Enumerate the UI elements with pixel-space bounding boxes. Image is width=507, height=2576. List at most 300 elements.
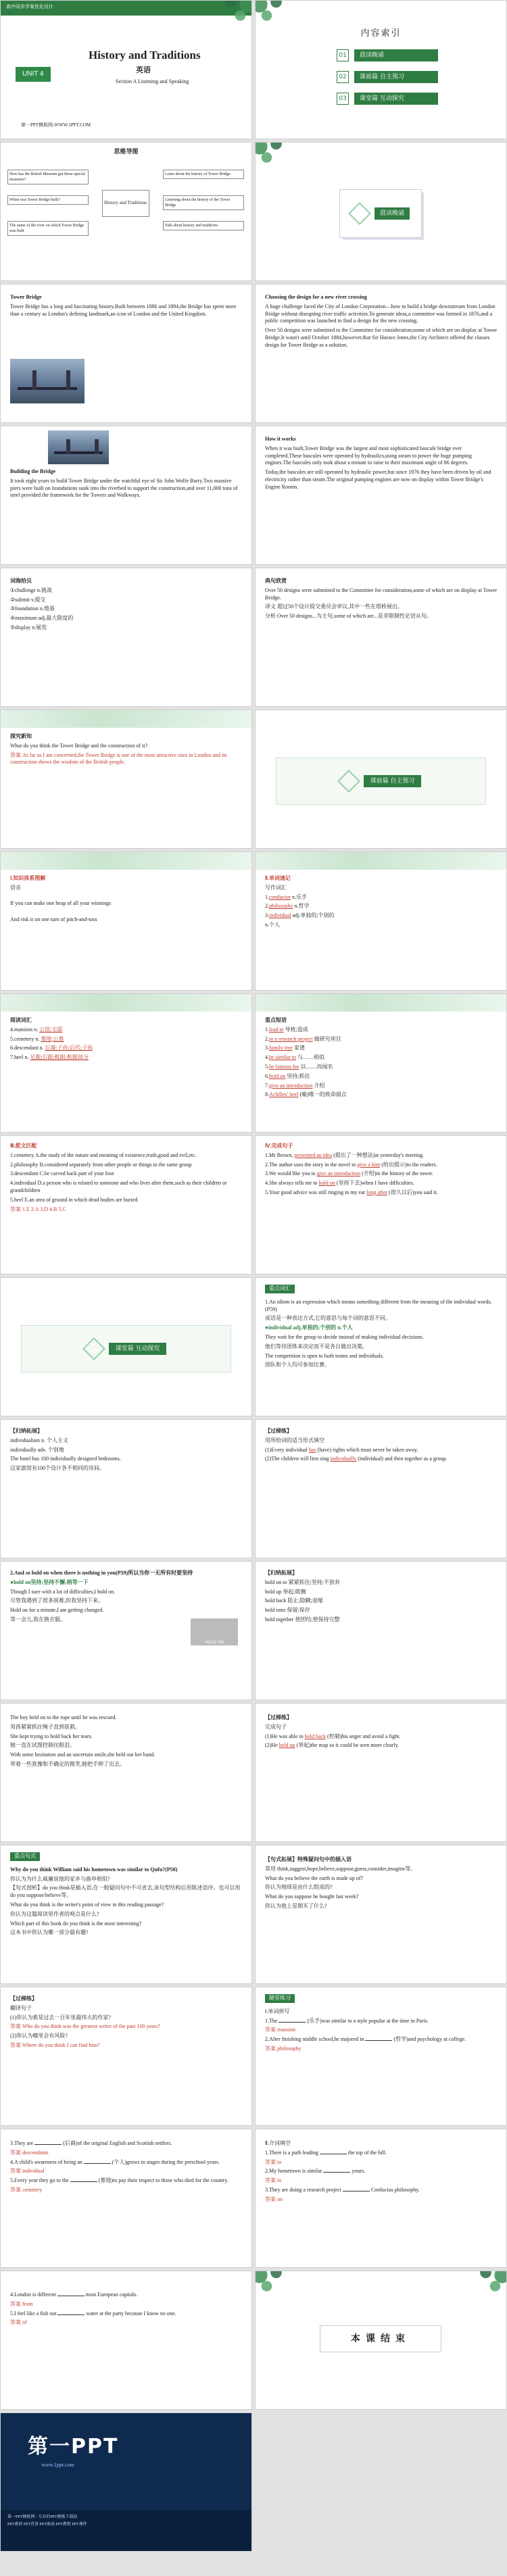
match-item: 3.descendant C.be carved back part of your foot bbox=[10, 1170, 114, 1177]
toc-item-2[interactable] bbox=[337, 70, 438, 84]
fill-rest: (坚持下去)when I have difficulties. bbox=[336, 1180, 414, 1187]
exercise-text: (1)Every individual bbox=[265, 1446, 308, 1453]
unit-badge: UNIT 4 bbox=[16, 67, 51, 82]
exercise-answer: hold back bbox=[304, 1733, 326, 1739]
exercise bbox=[265, 1733, 498, 1741]
exercise bbox=[265, 2036, 498, 2044]
exercise-text: (乐手)was similar to a style popular at the time in Paris. bbox=[307, 2017, 429, 2024]
think-slide bbox=[0, 710, 252, 849]
match-item: 2.philosophy B.considered separately from other people or things in the same group bbox=[10, 1161, 192, 1168]
slide-heading: Ⅲ.派文匹配 bbox=[10, 1143, 37, 1149]
exercise-text: (1)He was able to bbox=[265, 1733, 304, 1739]
exercise bbox=[10, 2292, 243, 2299]
fill-item bbox=[265, 1152, 498, 1160]
word-item bbox=[10, 1026, 243, 1034]
slide-heading: 词海拾贝 bbox=[10, 578, 32, 584]
design-slide bbox=[255, 284, 507, 423]
exercise-text: 2.After finishing middle school,he majored in bbox=[265, 2036, 364, 2043]
toc-slide bbox=[255, 0, 507, 139]
answer: 答案 cemetery bbox=[10, 2186, 43, 2193]
phrase-meaning: 以……而闻名 bbox=[300, 1063, 333, 1070]
phrase: hold up bbox=[265, 1588, 282, 1595]
section-slide-class bbox=[0, 1277, 252, 1416]
paragraph: With some hesitation and an uncertain smile,she held out her hand. bbox=[10, 1752, 155, 1758]
cover-slide bbox=[0, 0, 252, 139]
slide-heading: Ⅰ.知识体系图解 bbox=[10, 875, 46, 881]
toc-label: 课堂篇 互动探究 bbox=[354, 93, 438, 105]
exercise-text: 5.I feel like a fish out bbox=[10, 2310, 57, 2317]
phrase-meaning: 与……相似 bbox=[297, 1054, 324, 1061]
hold-examples-slide bbox=[0, 1703, 252, 1842]
vocab-item: ⑤display n.展览 bbox=[10, 624, 47, 630]
paragraph: Hold on for a minute,I am getting changed. bbox=[10, 1607, 104, 1614]
phrase-answer: be similar to bbox=[269, 1054, 296, 1061]
paragraph: When it was built,Tower Bridge was the largest and most sophisticated bascule bridge ever completed.These bascules were operated by hydraulics,using steam to power the huge pumping engines.The bascules only took about a minute to raise to their maximum angle of 86 degrees. bbox=[265, 445, 472, 466]
leaf-band bbox=[1, 710, 251, 728]
answer: 答案 from bbox=[10, 2300, 33, 2307]
phrase-item: 2.in a research project 做研究项目 bbox=[265, 1035, 341, 1042]
sub-heading: 语音 bbox=[10, 884, 21, 891]
match-item: 4.individual D.a person who is related to someone and who lives after them,such as their children or grandchildren bbox=[10, 1180, 227, 1193]
cover-link[interactable]: 第一PPT模板网-WWW.1PPT.COM bbox=[21, 122, 91, 128]
answer: 答案 to bbox=[265, 2158, 282, 2165]
paragraph: 尽管我遇到了很多困难,但我坚持下来。 bbox=[10, 1597, 103, 1604]
empty-cell bbox=[255, 2412, 507, 2552]
vocab-slide bbox=[0, 568, 252, 707]
leaf-band bbox=[1, 852, 251, 870]
fill-item bbox=[265, 1180, 498, 1187]
fill-rest: (介绍)to the history of the tower. bbox=[362, 1170, 433, 1177]
exercise-answer: individually bbox=[330, 1456, 357, 1462]
cover-subject: 英语 bbox=[136, 66, 151, 74]
sub-heading: 翻译句子 bbox=[10, 2004, 32, 2011]
slide-heading: 【归纳拓展】 bbox=[10, 1428, 43, 1434]
mindmap-center: History and Traditions bbox=[102, 190, 149, 217]
phrase-answer: Achilles' heel bbox=[269, 1091, 299, 1098]
vocab-item: ②submit v.提交 bbox=[10, 596, 46, 603]
sentence-slide bbox=[0, 1845, 252, 1984]
vocab-item: ③foundation n.地基 bbox=[10, 605, 55, 612]
phrase: hold on to bbox=[265, 1579, 287, 1585]
slide-heading: 随堂练习 bbox=[265, 1994, 295, 2003]
ppt-footer-line: PPT素材 PPT背景 PPT图表 PPT教程 PPT课件 bbox=[7, 2523, 87, 2527]
fill-question: 5.Your good advice was still ringing in my ear bbox=[265, 1189, 366, 1195]
leaf-band bbox=[256, 852, 506, 870]
word-meaning: n.乐手 bbox=[292, 893, 307, 900]
exercise-text: (举起)the map so it could be seen more clearly. bbox=[296, 1742, 400, 1749]
answer: 答案 individual bbox=[10, 2168, 45, 2175]
mindmap-node: Learn about the history of Tower Bridge bbox=[163, 170, 244, 179]
exercise-text: most European capitals. bbox=[85, 2292, 138, 2298]
paragraph: 你认为地球是由什么组成的? bbox=[265, 1884, 333, 1891]
phrase-item: 8.Achilles' heel (喻)唯一的致命弱点 bbox=[265, 1091, 347, 1098]
paragraph: 1.An idiom is an expression which means something different from the meaning of the individual words.(P59) bbox=[265, 1298, 492, 1312]
phrases-slide bbox=[255, 993, 507, 1133]
cover-title: History and Traditions bbox=[89, 49, 201, 61]
phrase-item bbox=[265, 1607, 498, 1614]
answer-blank bbox=[70, 2181, 97, 2182]
exercise-text: (2)He bbox=[265, 1742, 278, 1749]
ppt-url[interactable]: www.1ppt.com bbox=[41, 2462, 74, 2468]
exercise-answer: held up bbox=[279, 1742, 295, 1749]
word-answer: 足跟;后跟;鞋跟;鞋跟部分 bbox=[30, 1054, 89, 1061]
tower-bridge-photo bbox=[10, 359, 84, 403]
toc-num: 02 bbox=[337, 71, 349, 83]
cover-top-bar: 高中同步学案优化设计 bbox=[1, 1, 251, 16]
word-item bbox=[10, 1036, 243, 1043]
end-slide bbox=[255, 2271, 507, 2410]
paragraph: individually adv. 个别地 bbox=[10, 1446, 64, 1453]
fill-rest: (给出提示)to the readers. bbox=[381, 1161, 437, 1168]
sub-heading: 写作词汇 bbox=[265, 884, 287, 891]
exercise-text: Confucius philosophy. bbox=[370, 2186, 420, 2193]
phonetics-line: If you can make one heap of all your winnings bbox=[10, 899, 112, 906]
answer: 答案 As far as I am concerned,the Tower Bridge is one of the most attractive sites in London and its construction shows the wisdom of the British people. bbox=[10, 751, 227, 766]
exercise-text: the top of the hill. bbox=[347, 2149, 387, 2156]
slide-heading: 【过梯练】 bbox=[10, 1996, 37, 2002]
vocab-item: ①challenge n.挑战 bbox=[10, 587, 52, 593]
section-card bbox=[276, 758, 486, 805]
mindmap-node: Listening about the history of the Tower Bridge bbox=[163, 195, 244, 210]
ppt-footer-line: 第一PPT模板网 - 专业的PPT模板下载站 bbox=[7, 2515, 78, 2519]
word-meaning: adj.单独的;个别的 bbox=[292, 912, 335, 919]
question: What do you think the Tower Bridge and the construction of it? bbox=[10, 742, 148, 749]
word-answer: 墓地;公墓 bbox=[41, 1035, 64, 1042]
phrase-answer: in a research project bbox=[269, 1035, 313, 1042]
phrase: hold onto bbox=[265, 1607, 286, 1614]
paragraph: 译文 超过50个设计提交委员会审议,其中一些在塔桥展出。 bbox=[265, 603, 403, 610]
fill-question: 1.Mr Brown, bbox=[265, 1151, 293, 1158]
section-label: 课前篇 自主预习 bbox=[364, 775, 422, 787]
fill-question: 2.The author uses the story in the novel to bbox=[265, 1161, 356, 1168]
mindmap-node: The name of the river on which Tower Bridge was built bbox=[7, 221, 89, 236]
hold-on-slide bbox=[0, 1561, 252, 1700]
exercise-text: (have) rights which must never be taken away. bbox=[317, 1446, 418, 1453]
key-words-slide bbox=[255, 1277, 507, 1416]
answer: 答案 mansion bbox=[265, 2027, 296, 2033]
exercise bbox=[10, 2177, 243, 2185]
drill3-slide bbox=[255, 2129, 507, 2268]
word-answer: 公馆;宅邸 bbox=[39, 1026, 63, 1033]
word: 7.heel n. bbox=[10, 1054, 29, 1061]
fill-answer: give a hint bbox=[357, 1161, 381, 1168]
end-title: 本课结束 bbox=[320, 2325, 441, 2352]
exercise bbox=[265, 1456, 498, 1463]
toc-num: 03 bbox=[337, 93, 349, 105]
exercise-text: 1.The bbox=[265, 2017, 278, 2024]
exercise bbox=[10, 2140, 243, 2148]
phrase-meaning: 紧紧抓住;坚持;不放弃 bbox=[288, 1579, 340, 1585]
fill-slide bbox=[255, 1135, 507, 1274]
exercise-text: (个人)grows in stages during the preschool years. bbox=[112, 2158, 220, 2165]
slide-heading: Choosing the design for a new river crossing bbox=[265, 294, 367, 300]
toc-item-3[interactable] bbox=[337, 91, 438, 106]
leaf-band bbox=[256, 994, 506, 1012]
exercise-text: 5.Every year they go to the bbox=[10, 2177, 69, 2184]
paragraph: She kept trying to hold back her tears. bbox=[10, 1733, 93, 1739]
exercise-text: 1.There is a path leading bbox=[265, 2149, 318, 2156]
paragraph: Which part of this book do you think is the most interesting? bbox=[10, 1920, 142, 1927]
fill-item bbox=[265, 1170, 498, 1178]
slide-heading: Tower Bridge bbox=[10, 294, 42, 300]
phrase-meaning: 使团结;使保持完整 bbox=[295, 1616, 340, 1623]
fill-answer: hold on bbox=[318, 1180, 335, 1187]
match-item: 1.cemetery A.the study of the nature and meaning of existence,truth,good and evil,etc. bbox=[10, 1151, 197, 1158]
drill-slide bbox=[255, 1987, 507, 2126]
fill-rest: (很久以后)you said it. bbox=[389, 1189, 438, 1195]
exercise-text: water at the party because I know no one. bbox=[86, 2310, 176, 2317]
paragraph: The boy held on to the rope until he was rescued. bbox=[10, 1714, 117, 1720]
toc-label: 晨读晚诵 bbox=[354, 49, 438, 61]
phrase-item: 4.be similar to 与……相似 bbox=[265, 1054, 324, 1061]
fill-item bbox=[265, 1189, 498, 1197]
reading-words-slide bbox=[0, 993, 252, 1133]
section-slide-preview bbox=[255, 710, 507, 849]
paragraph: A huge challenge faced the City of London Corporation—how to build a bridge downstream from London Bridge without disrupting river traffic activities.To generate ideas,a committee was formed in 1876,and a public competition was launched to find a design for the new crossing. bbox=[265, 303, 496, 324]
slide-heading: 阅读词汇 bbox=[10, 1017, 32, 1023]
answer-blank bbox=[323, 2172, 350, 2173]
section-slide-morning bbox=[255, 142, 507, 281]
vocab-item: ④maximum adj.最大限度的 bbox=[10, 615, 74, 622]
phrase: hold together bbox=[265, 1616, 294, 1623]
word: 4.mansion n. bbox=[10, 1026, 39, 1033]
slide-heading: 【句式拓展】特殊疑问句中的插入语 bbox=[265, 1856, 352, 1862]
fill-answer: long after bbox=[366, 1189, 388, 1195]
word-answer: philosophy bbox=[269, 903, 293, 910]
word-num: 2. bbox=[265, 903, 269, 910]
exercise bbox=[10, 2310, 243, 2318]
exercise-text: (2)The children will first sing bbox=[265, 1456, 329, 1462]
ppt-footer bbox=[1, 2510, 251, 2551]
exercise bbox=[265, 2018, 498, 2025]
exercise bbox=[265, 2168, 498, 2175]
fill-question: 4.She always tells me to bbox=[265, 1180, 318, 1187]
answer-blank bbox=[34, 2144, 62, 2145]
answer: 答案 Where do you think I can find him? bbox=[10, 2041, 100, 2048]
exercise-text: 4.London is different bbox=[10, 2292, 56, 2298]
answer: 答案 on bbox=[265, 2196, 283, 2202]
slide-heading: 【过梯练】 bbox=[265, 1428, 292, 1434]
phrase-meaning: (喻)唯一的致命弱点 bbox=[299, 1091, 347, 1098]
slide-heading: Ⅱ.单词速记 bbox=[265, 875, 291, 881]
slide-heading: 【归纳拓展】 bbox=[265, 1570, 297, 1576]
ppt-logo: 第一PPT bbox=[28, 2435, 119, 2458]
slide-heading: 重点短语 bbox=[265, 1017, 287, 1023]
paragraph: ●individual adj.单独的;个别的 n.个人 bbox=[265, 1324, 353, 1331]
paragraph: 他们等待团体来决定而不是各自做出决策。 bbox=[265, 1343, 368, 1349]
individual-practice-slide bbox=[255, 1419, 507, 1558]
paragraph: 分析 Over 50 designs...为主句,some of which are...是非限制性定语从句。 bbox=[265, 613, 432, 620]
leaf-band bbox=[1, 994, 251, 1012]
phrase-meaning: 介绍 bbox=[314, 1082, 325, 1089]
hold-on-image: HOLD ON bbox=[191, 1618, 238, 1645]
answer: 答案 1.E 2.A 3.D 4.B 5.C bbox=[10, 1206, 66, 1212]
slide-heading: 重点词汇 bbox=[265, 1285, 295, 1293]
paragraph: 你认为他上星期买了什么? bbox=[265, 1902, 327, 1909]
word: 5.cemetery n. bbox=[10, 1035, 40, 1042]
exercise-text: (哲学)and psychology at college. bbox=[393, 2036, 466, 2043]
translate-slide bbox=[0, 1987, 252, 2126]
phrase-answer: lead to bbox=[269, 1026, 284, 1033]
individual-summary-slide bbox=[0, 1419, 252, 1558]
exercise-text: (individual) and then together as a group. bbox=[358, 1456, 448, 1462]
phrase-meaning: 举起;耽搁 bbox=[283, 1588, 306, 1595]
phrase-answer: give an introduction bbox=[269, 1082, 313, 1089]
paragraph: 你认为为什么威廉说他的家乡与曲阜相似? bbox=[10, 1875, 110, 1882]
word-num: 3. bbox=[265, 912, 269, 919]
answer: 答案 philosophy bbox=[265, 2045, 301, 2052]
exercise-text: 3.They are doing a research project bbox=[265, 2186, 341, 2193]
phrase-answer: hold on bbox=[269, 1072, 286, 1079]
paragraph: 【句式剖析】do you think是插入语,在一般疑问句中不可省去,该句型结构后用陈述语序。也可以用do you suppose/believe等。 bbox=[10, 1885, 241, 1899]
toc-num: 01 bbox=[337, 49, 349, 61]
phrase-meaning: 家谱 bbox=[293, 1045, 305, 1051]
phrase-meaning: 做研究项目 bbox=[314, 1035, 341, 1042]
hold-practice-slide bbox=[255, 1703, 507, 1842]
sub-heading: Ⅰ.单词拼写 bbox=[265, 2008, 290, 2014]
phonetics-slide bbox=[0, 851, 252, 991]
word-item bbox=[10, 1054, 243, 1062]
exercise-answer: has bbox=[308, 1446, 316, 1453]
fill-rest: (提出了一种想法)at yesterday's meeting. bbox=[333, 1151, 425, 1158]
phrase-meaning: 导致;造成 bbox=[285, 1026, 308, 1033]
answer: 答案 Who do you think was the greatest writer of the past 100 years? bbox=[10, 2023, 160, 2030]
paragraph: 带着一些犹豫和不确定的微笑,她把手伸了出去。 bbox=[10, 1760, 125, 1767]
paragraph: The competition is open to both teams and individuals. bbox=[265, 1352, 384, 1359]
exercise bbox=[265, 1742, 498, 1750]
answer-blank bbox=[84, 2163, 111, 2164]
fill-question: 3.We would like you to bbox=[265, 1170, 316, 1177]
phrase-item: 5.be famous for 以……而闻名 bbox=[265, 1063, 333, 1070]
exercise-text: (墓地)to pay their respect to those who died for the country. bbox=[98, 2177, 228, 2184]
paragraph: (2)你认为哪里会有风险? bbox=[10, 2033, 68, 2039]
section-label: 晨读晚诵 bbox=[375, 207, 410, 220]
slide-heading: 典句欣赏 bbox=[265, 578, 287, 584]
exercise bbox=[265, 2187, 498, 2194]
drill4-slide bbox=[0, 2271, 252, 2410]
word-meaning: n.个人 bbox=[265, 921, 280, 928]
paragraph: What do you suppose he bought last week? bbox=[265, 1893, 359, 1900]
word-item bbox=[265, 922, 498, 929]
phrase-item: 1.lead to 导致;造成 bbox=[265, 1026, 308, 1033]
diamond-icon bbox=[337, 770, 360, 793]
word-item bbox=[265, 894, 498, 901]
toc-item-1[interactable] bbox=[337, 48, 438, 63]
slide-heading: Ⅳ.完成句子 bbox=[265, 1143, 293, 1149]
sub-heading: 用所给词的适当形式填空 bbox=[265, 1437, 324, 1443]
paragraph: 等一会儿,我在换衣服。 bbox=[10, 1616, 66, 1623]
phrase-answer: be famous for bbox=[269, 1063, 299, 1070]
paragraph: 你认为这篇阅读里作者的观点是什么? bbox=[10, 1910, 99, 1917]
tower-bridge-slide bbox=[0, 284, 252, 423]
paragraph: individualism n. 个人主义 bbox=[10, 1437, 68, 1443]
paragraph: Tower Bridge has a long and fascinating history.Built between 1886 and 1894,the Bridge has spent more than a century as London's defining landmark,an icon of London and the United Kingdom. bbox=[10, 303, 237, 317]
phrase-item: 3.family tree 家谱 bbox=[265, 1045, 305, 1051]
paragraph: (1)你认为谁是过去一百年里最伟大的作家? bbox=[10, 2014, 111, 2021]
answer: 答案 of bbox=[10, 2319, 27, 2326]
match-slide bbox=[0, 1135, 252, 1274]
mindmap-node: How has the British Museum got those special treasures? bbox=[7, 170, 89, 184]
exercise-text: (后裔)of the original English and Scottish settlers. bbox=[63, 2140, 172, 2146]
sentence-appreciation-slide bbox=[255, 568, 507, 707]
section-card bbox=[21, 1325, 231, 1372]
word-item bbox=[265, 903, 498, 910]
phrase-meaning: 阻止;隐瞒;退缩 bbox=[287, 1597, 323, 1604]
paragraph: The hotel has 100 individually designed bedrooms. bbox=[10, 1456, 121, 1462]
exercise bbox=[265, 1447, 498, 1454]
paragraph: Why do you think William said his hometown was similar to Qufu?(P58) bbox=[10, 1866, 178, 1873]
answer: 答案 descendants bbox=[10, 2149, 49, 2156]
mindmap-slide bbox=[0, 142, 252, 281]
phrase-item: 7.give an introduction 介绍 bbox=[265, 1082, 325, 1089]
sub-heading: 完成句子 bbox=[265, 1723, 287, 1730]
mindmap-title: 思维导图 bbox=[114, 149, 139, 155]
paragraph: What do you think is the writer's point of view in this reading passage? bbox=[10, 1901, 164, 1908]
drill2-slide bbox=[0, 2129, 252, 2268]
diamond-icon bbox=[348, 202, 371, 225]
slide-heading: 探究新知 bbox=[10, 733, 32, 739]
paragraph: They wait for the group to decide instead of making individual decisions. bbox=[265, 1333, 424, 1340]
paragraph: 这家旅馆有100个设计各不相同的房间。 bbox=[10, 1465, 105, 1472]
exercise bbox=[10, 2159, 243, 2166]
paragraph: Over 50 designs were submitted to the Committee for consideration,some of which are on display at Tower Bridge. bbox=[265, 587, 497, 601]
slide-heading: Building the Bridge bbox=[10, 468, 56, 474]
mindmap-node: Talk about history and traditions bbox=[163, 221, 244, 230]
answer-blank bbox=[279, 2022, 306, 2023]
diamond-icon bbox=[82, 1337, 105, 1360]
paragraph: 团队和个人均可参加比赛。 bbox=[265, 1362, 330, 1368]
slide-heading: 重点句式 bbox=[10, 1852, 40, 1861]
sentence-expand-slide bbox=[255, 1845, 507, 1984]
building-slide bbox=[0, 426, 252, 565]
how-it-works-slide bbox=[255, 426, 507, 565]
slide-heading: How it works bbox=[265, 436, 296, 442]
match-item: 5.heel E.an area of ground in which dead bodies are buried bbox=[10, 1196, 138, 1203]
phrase-item bbox=[265, 1597, 498, 1605]
paragraph: What do you believe the earth is made up of? bbox=[265, 1875, 364, 1881]
exercise-text: 3.They are bbox=[10, 2140, 34, 2146]
phrase-item bbox=[265, 1579, 498, 1587]
phrase-item: 6.hold on 坚持;抓住 bbox=[265, 1072, 310, 1079]
paragraph: It took eight years to build Tower Bridge under the watchful eye of Sir John Wolfe Barry.Two massive piers were built on foundations sunk into the riverbed to support the construction,and over 11,000 tons of steel provided the framework for the Towers and Walkways. bbox=[10, 477, 238, 499]
phrase-item bbox=[265, 1616, 498, 1624]
phonetics-line: And risk it on one turn of pitch-and-toss bbox=[10, 916, 97, 923]
toc-label: 课前篇 自主预习 bbox=[354, 71, 438, 83]
paragraph: Over 50 designs were submitted to the Committee for consideration;some of which are on display at Tower Bridge.It wasn't until October 1884,however,that Sir Horace Jones,the City Architect offered the classes design for Tower Bridge as a solution. bbox=[265, 327, 498, 348]
paragraph: 男孩紧紧抓住绳子直到获救。 bbox=[10, 1723, 80, 1730]
fill-answer: give an introduction bbox=[316, 1170, 361, 1177]
words-slide bbox=[255, 851, 507, 991]
paragraph: Though I sure with a lot of difficulties,I hold on. bbox=[10, 1588, 116, 1595]
paragraph: 常用 think,suggest,hope,believe,suppose,guess,consider,imagine等。 bbox=[265, 1865, 416, 1872]
mindmap-node: When was Tower Bridge built? bbox=[7, 195, 89, 205]
ppt-ad-slide bbox=[0, 2412, 252, 2552]
section-label: 课堂篇 互动探究 bbox=[109, 1343, 167, 1355]
toc-title: 内容索引 bbox=[360, 28, 402, 39]
word-answer: individual bbox=[269, 912, 291, 919]
fill-item bbox=[265, 1162, 498, 1169]
word: 6.descendant n. bbox=[10, 1045, 44, 1051]
sub-heading: Ⅱ.介词填空 bbox=[265, 2140, 291, 2146]
phrase-answer: family tree bbox=[269, 1045, 293, 1051]
exercise bbox=[265, 2150, 498, 2157]
cover-section: Section A Listening and Speaking bbox=[116, 78, 189, 84]
fill-answer: presented an idea bbox=[294, 1151, 333, 1158]
word-item bbox=[265, 912, 498, 920]
paragraph: ●hold on坚持;坚持不懈;稍等一下 bbox=[10, 1579, 89, 1585]
hold-phrases-slide bbox=[255, 1561, 507, 1700]
slide-heading: 【过梯练】 bbox=[265, 1714, 292, 1720]
